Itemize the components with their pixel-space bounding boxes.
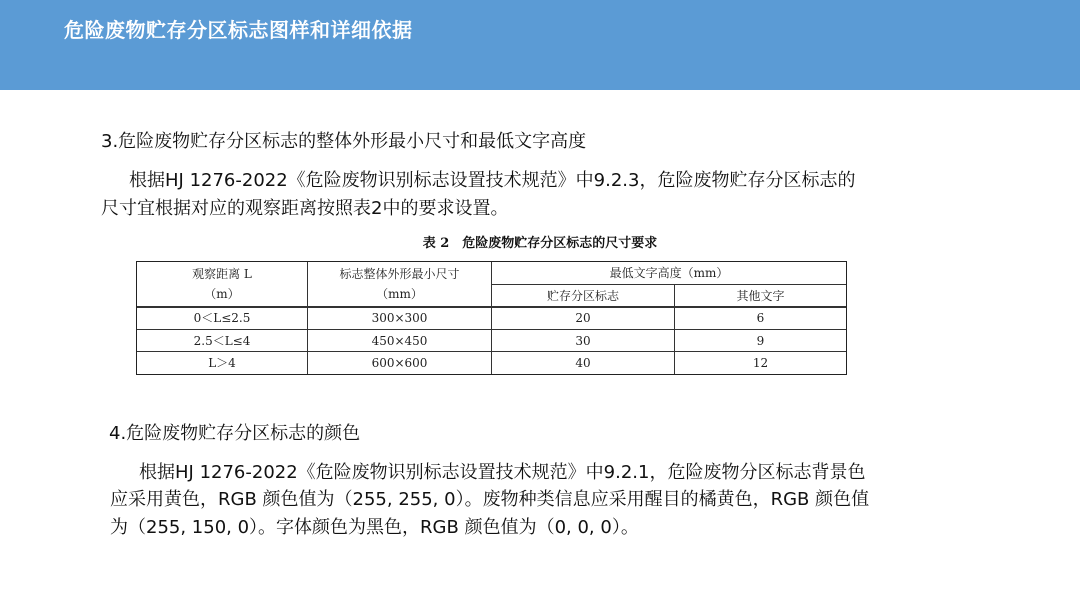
section-3-paragraph-line-1: 根据HJ 1276-2022《危险废物识别标志设置技术规范》中9.2.3，危险废物贮存分区标志的 [129, 170, 856, 191]
table-cell-distance: 0＜L≤2.5 [193, 311, 251, 325]
header-observation-distance [137, 262, 307, 306]
page-title: 危险废物贮存分区标志图样和详细依据 [64, 18, 413, 42]
section-4-heading: 4.危险废物贮存分区标志的颜色 [109, 423, 361, 444]
section-4-paragraph-line-2: 应采用黄色，RGB 颜色值为（255, 255, 0）。废物种类信息应采用醒目的橘黄色，RGB 颜色值 [110, 489, 870, 510]
header-observation-distance-label: 观察距离 L [192, 267, 252, 281]
section-3-paragraph-line-2: 尺寸宜根据对应的观察距离按照表2中的要求设置。 [101, 198, 509, 219]
section-3-paragraph [129, 167, 855, 195]
table-cell-distance: 2.5＜L≤4 [193, 333, 251, 348]
table-cell-zone-text: 20 [575, 311, 591, 325]
header-bar [0, 0, 1080, 90]
section-3-paragraph-cont [101, 195, 508, 223]
header-other-text: 其他文字 [736, 288, 785, 303]
table-cell-zone-text: 40 [575, 356, 591, 370]
table-cell-size: 600×600 [371, 356, 428, 370]
table-cell-zone-text: 30 [575, 333, 591, 348]
table-cell-other-text: 12 [752, 356, 769, 370]
header-min-size [308, 262, 491, 306]
table-cell-size: 450×450 [371, 333, 428, 348]
header-observation-distance-unit: （m） [204, 287, 240, 301]
header-min-size-label: 标志整体外形最小尺寸 [339, 267, 460, 281]
table-cell-other-text: 6 [756, 311, 765, 325]
header-zone-sign-text: 贮存分区标志 [546, 288, 619, 303]
table-caption: 表 2 危险废物贮存分区标志的尺寸要求 [422, 236, 658, 251]
section-4-paragraph-line-1: 根据HJ 1276-2022《危险废物识别标志设置技术规范》中9.2.1，危险废物分区标志背景色 [139, 462, 866, 483]
table-cell-other-text: 9 [756, 333, 765, 348]
section-4-paragraph-line-3: 为（255, 150, 0）。字体颜色为黑色，RGB 颜色值为（0, 0, 0）。 [110, 517, 639, 538]
table-cell-size: 300×300 [371, 311, 428, 325]
section-4-paragraph-cont [110, 486, 869, 542]
header-min-size-unit: （mm） [376, 287, 423, 301]
section-4-paragraph [139, 459, 865, 487]
table-cell-distance: L＞4 [208, 356, 236, 370]
header-min-text-height: 最低文字高度（mm） [609, 266, 729, 280]
size-requirements-table [136, 261, 847, 375]
section-3-heading: 3.危险废物贮存分区标志的整体外形最小尺寸和最低文字高度 [101, 131, 587, 152]
